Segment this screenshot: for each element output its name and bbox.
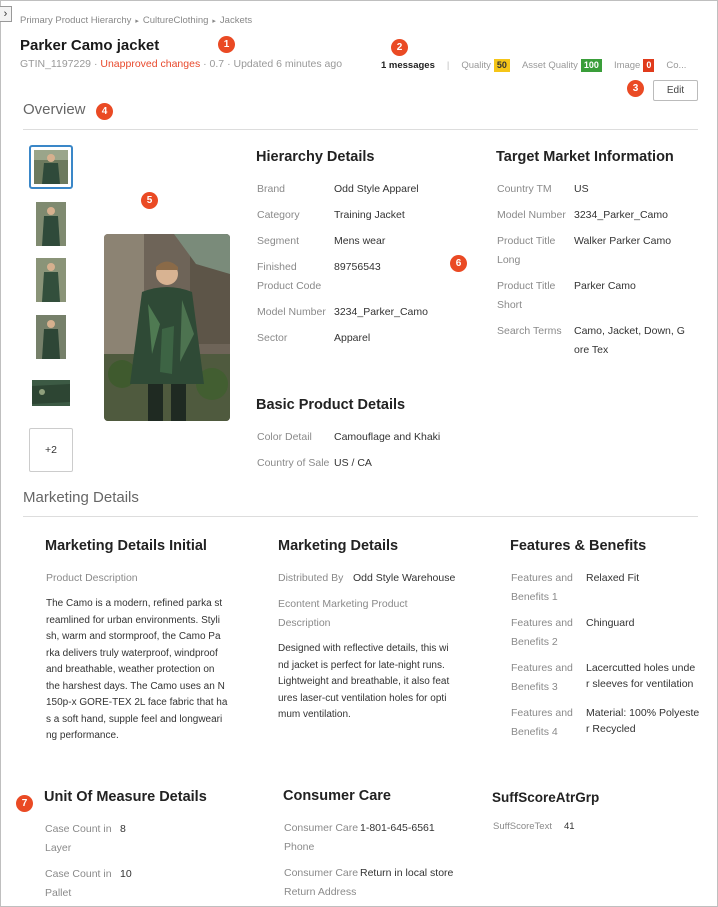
target-market-row <box>497 322 697 360</box>
field-label: Country of Sale <box>257 457 330 469</box>
breadcrumb-item[interactable]: CultureClothing <box>142 15 209 26</box>
field-label: Sector <box>257 332 288 344</box>
quality-badge[interactable]: 50 <box>494 59 510 72</box>
hierarchy-row <box>257 180 447 199</box>
field-label: Distributed By <box>278 572 344 584</box>
uom-row <box>45 820 245 858</box>
thumbnail-4[interactable] <box>36 315 66 359</box>
field-value: 3234_Parker_Camo <box>574 209 668 221</box>
field-value: Walker Parker Camo <box>574 235 672 247</box>
field-value: US / CA <box>334 457 372 469</box>
field-value: ore Tex <box>574 344 609 356</box>
field-label: Model Number <box>257 306 326 318</box>
text-line: ures laser-cut ventilation holes for opti <box>278 692 447 704</box>
basic-row <box>257 428 457 447</box>
marketing-row <box>278 569 478 588</box>
divider: | <box>446 60 450 71</box>
field-value: 1-801-645-6561 <box>360 822 435 834</box>
field-value: US <box>574 183 589 195</box>
more-images-button[interactable]: +2 <box>29 428 73 472</box>
jacket-thumbnail-icon <box>32 380 70 406</box>
field-value: 3234_Parker_Camo <box>334 306 428 318</box>
asset-quality-label[interactable]: Asset Quality <box>521 60 578 71</box>
expand-panel-icon[interactable]: › <box>0 6 12 22</box>
field-label: Country TM <box>497 183 552 195</box>
marketing-details-title: Marketing Details <box>278 538 399 554</box>
field-label: Features and <box>511 617 573 629</box>
product-photo <box>104 234 230 421</box>
breadcrumb-item[interactable]: Primary Product Hierarchy <box>20 15 132 26</box>
divider <box>23 516 698 517</box>
field-label: Category <box>257 209 300 221</box>
field-label: Consumer Care <box>284 822 359 834</box>
field-value: 41 <box>564 821 575 832</box>
field-value: 10 <box>120 868 132 880</box>
text-line: mum ventilation. <box>278 709 351 720</box>
text-line: Designed with reflective details, this wi <box>278 643 449 654</box>
text-line: rka delivers truly waterproof, windproof <box>46 647 218 659</box>
field-value: Chinguard <box>586 617 635 629</box>
thumbnail-3[interactable] <box>36 258 66 302</box>
field-label: Features and <box>511 572 573 584</box>
field-value: Odd Style Apparel <box>334 183 419 195</box>
page-title: Parker Camo jacket <box>20 37 160 54</box>
basic-details-title: Basic Product Details <box>256 397 406 413</box>
jacket-thumbnail-icon <box>36 202 66 246</box>
text-line: s a soft hand, supple feel and longweari <box>46 713 223 725</box>
field-label: Product Code <box>257 280 322 292</box>
field-label: SuffScoreText <box>493 821 552 832</box>
text-line: ng performance. <box>46 730 119 741</box>
hierarchy-row <box>257 303 447 322</box>
field-label: Phone <box>284 841 315 853</box>
field-label: Color Detail <box>257 431 312 443</box>
features-benefits-title: Features & Benefits <box>510 538 647 554</box>
unapproved-changes-link[interactable]: Unapproved changes <box>100 58 201 70</box>
field-label: Case Count in <box>45 868 112 880</box>
marker-4: 4 <box>96 103 113 120</box>
field-label: Features and <box>511 662 573 674</box>
product-description-text <box>46 596 241 745</box>
text-line: Lightweight and breathable, it also feat <box>278 676 450 687</box>
marker-3: 3 <box>627 80 644 97</box>
text-line: sh, warm and stormproof, the Camo Pa <box>46 631 221 642</box>
target-market-row <box>497 180 697 199</box>
feature-row <box>511 569 701 607</box>
econtent-label: Description <box>278 617 331 629</box>
uom-title: Unit Of Measure Details <box>44 789 207 805</box>
marketing-initial-title: Marketing Details Initial <box>45 538 207 554</box>
hierarchy-row <box>257 329 447 348</box>
econtent-label: Econtent Marketing Product <box>278 598 408 610</box>
field-value: Odd Style Warehouse <box>353 572 456 584</box>
edit-button[interactable]: Edit <box>653 80 698 101</box>
field-value: 89756543 <box>334 261 381 273</box>
field-label: Product Title <box>497 280 556 292</box>
field-label: Benefits 1 <box>511 591 558 603</box>
field-value: 8 <box>120 823 126 835</box>
field-value: Lacercutted holes unde <box>586 662 696 674</box>
breadcrumb-item[interactable]: Jackets <box>219 15 253 26</box>
field-label: Consumer Care <box>284 867 359 879</box>
text-line: and breathable, weather protection on <box>46 664 215 675</box>
updated-time: Updated 6 minutes ago <box>233 58 343 70</box>
field-label: Benefits 2 <box>511 636 558 648</box>
hierarchy-row <box>257 258 447 296</box>
thumbnail-2[interactable] <box>36 202 66 246</box>
breadcrumb <box>20 15 252 26</box>
field-label: Brand <box>257 183 286 195</box>
quality-label[interactable]: Quality <box>461 60 491 71</box>
field-label: Case Count in <box>45 823 112 835</box>
marker-2: 2 <box>391 39 408 56</box>
consumer-care-title: Consumer Care <box>283 788 391 804</box>
product-main-image[interactable] <box>104 234 230 421</box>
gtin: GTIN_1197229 <box>20 58 92 70</box>
marker-1: 1 <box>218 36 235 53</box>
field-value: r Recycled <box>586 723 636 735</box>
field-value: Material: 100% Polyeste <box>586 707 700 719</box>
feature-row <box>511 659 701 697</box>
jacket-thumbnail-icon <box>36 315 66 359</box>
overview-title: Overview <box>23 101 86 118</box>
target-market-title: Target Market Information <box>496 149 674 165</box>
consumer-care-row <box>284 819 494 857</box>
text-line: nd jacket is perfect for late-night runs. <box>278 659 445 671</box>
feature-row <box>511 704 701 742</box>
field-label: Model Number <box>497 209 566 221</box>
breadcrumb-separator-icon: ▸ <box>212 18 216 25</box>
hierarchy-details-title: Hierarchy Details <box>256 149 375 165</box>
status-bar <box>381 59 689 72</box>
field-value: Training Jacket <box>334 209 405 221</box>
field-label: Benefits 3 <box>511 681 558 693</box>
feature-row <box>511 614 701 652</box>
field-label: Benefits 4 <box>511 726 558 738</box>
marketing-section-title: Marketing Details <box>23 489 139 506</box>
jacket-thumbnail-icon <box>34 150 68 184</box>
uom-row <box>45 865 245 903</box>
econtent-description-text <box>278 641 478 724</box>
field-value: Return in local store <box>360 867 454 879</box>
field-value: Mens wear <box>334 235 386 247</box>
text-line: The Camo is a modern, refined parka st <box>46 598 223 609</box>
text-line: the harshest days. The Camo uses an N <box>46 680 225 692</box>
target-market-row <box>497 277 697 315</box>
messages-link[interactable]: 1 messages <box>381 60 435 71</box>
field-label: Short <box>497 299 523 311</box>
field-label: Segment <box>257 235 300 247</box>
hierarchy-row <box>257 206 447 225</box>
marker-5: 5 <box>141 192 158 209</box>
suff-score-row <box>493 817 643 836</box>
thumbnail-1[interactable] <box>29 145 73 189</box>
product-meta: GTIN_1197229 · Unapproved changes · 0.7 · Updated 6 minutes ago <box>20 58 343 70</box>
product-description-label: Product Description <box>46 572 138 584</box>
field-value: Apparel <box>334 332 371 344</box>
field-value: Relaxed Fit <box>586 572 640 584</box>
field-value: Camo, Jacket, Down, G <box>574 325 685 337</box>
field-value: Camouflage and Khaki <box>334 431 441 443</box>
jacket-thumbnail-icon <box>36 258 66 302</box>
field-label: Features and <box>511 707 573 719</box>
target-market-row <box>497 232 697 270</box>
field-label: Long <box>497 254 521 266</box>
text-line: reamlined for urban environments. Styli <box>46 614 220 626</box>
field-label: Search Terms <box>497 325 562 337</box>
suff-score-title: SuffScoreAtrGrp <box>492 790 600 805</box>
field-label: Pallet <box>45 887 72 899</box>
basic-row <box>257 454 457 473</box>
version: 0.7 <box>209 58 225 70</box>
image-label[interactable]: Image <box>613 60 641 71</box>
more-status-label[interactable]: Co... <box>666 60 687 71</box>
field-label: Product Title <box>497 235 556 247</box>
field-value: r sleeves for ventilation <box>586 678 694 690</box>
target-market-row <box>497 206 697 225</box>
consumer-care-row <box>284 864 494 902</box>
marker-7: 7 <box>16 795 33 812</box>
asset-quality-badge[interactable]: 100 <box>581 59 602 72</box>
marker-6: 6 <box>450 255 467 272</box>
hierarchy-row <box>257 232 447 251</box>
thumbnail-5[interactable] <box>32 380 70 406</box>
image-badge[interactable]: 0 <box>643 59 654 72</box>
field-label: Layer <box>45 842 72 854</box>
field-label: Return Address <box>284 886 357 898</box>
divider <box>23 129 698 130</box>
field-value: Parker Camo <box>574 280 636 292</box>
breadcrumb-separator-icon: ▸ <box>135 18 139 25</box>
text-line: 150p-x GORE-TEX 2L face fabric that ha <box>46 697 228 708</box>
field-label: Finished <box>257 261 297 273</box>
